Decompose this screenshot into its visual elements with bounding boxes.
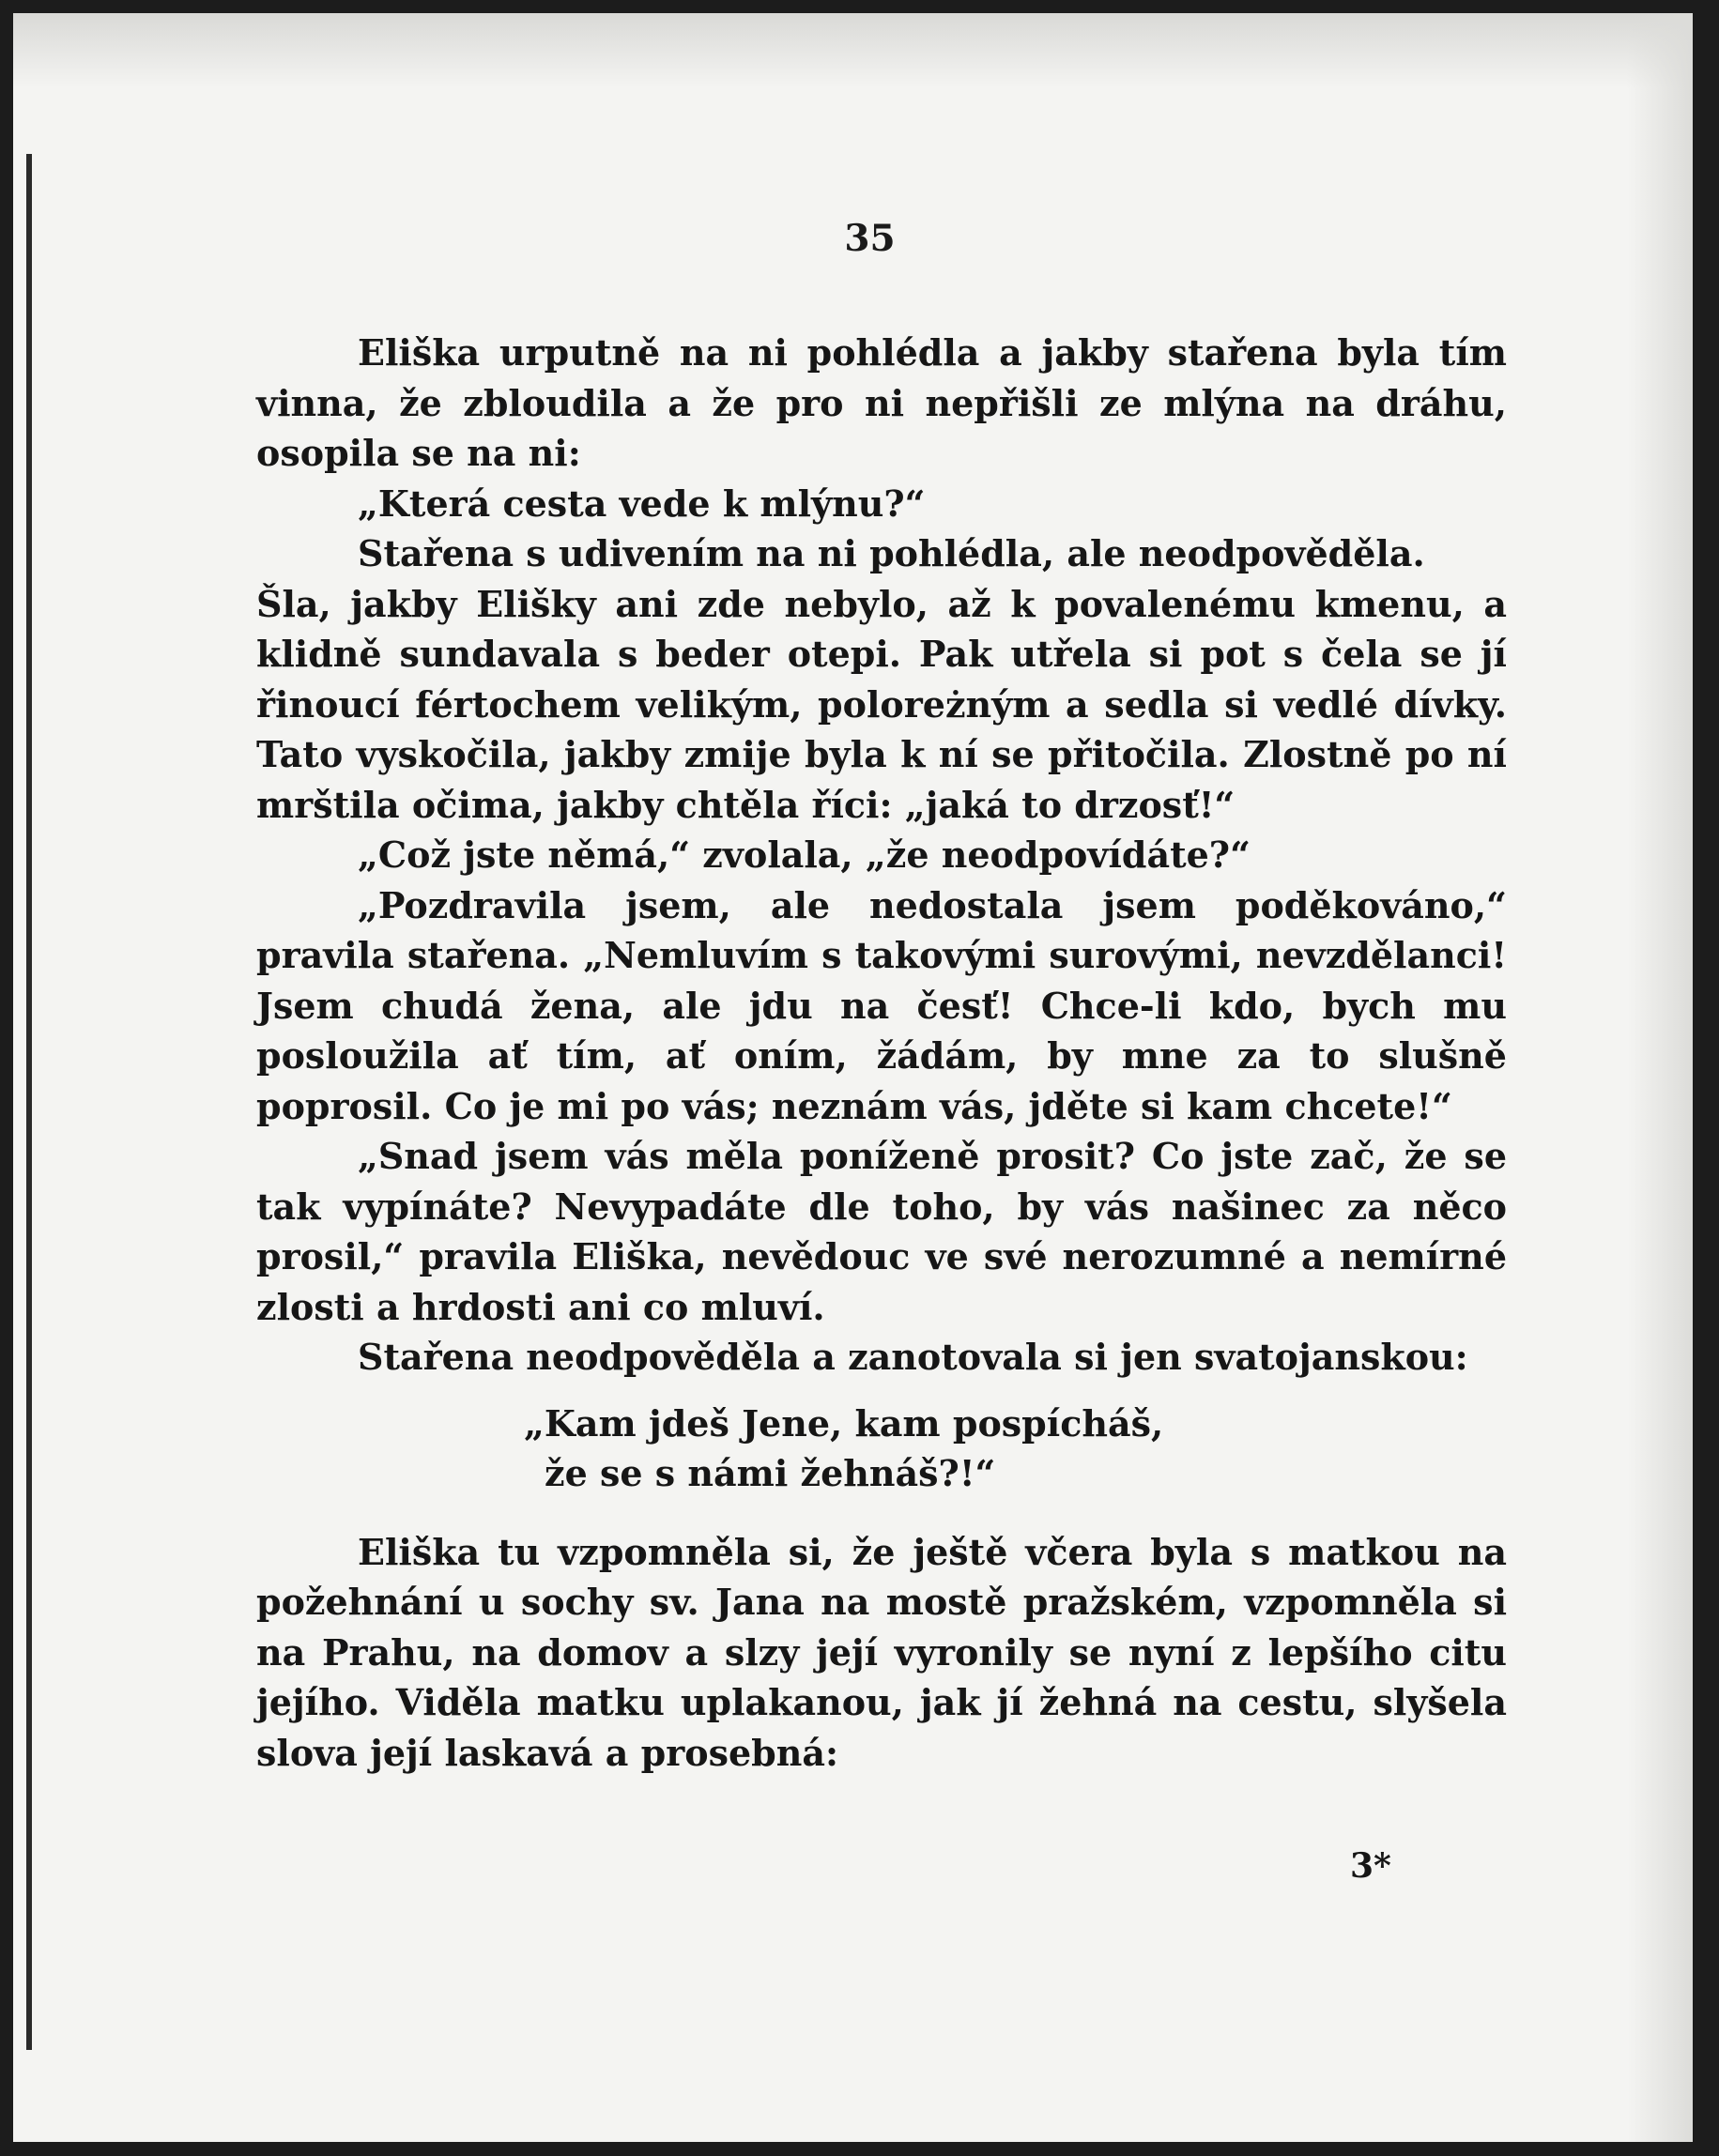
paragraph-3: Stařena s udivením na ni pohlédla, ale neodpověděla.	[358, 532, 1425, 574]
verse-line-2: že se s námi žehnáš?!“	[545, 1452, 996, 1494]
paragraph-4: Šla, jakby Elišky ani zde nebylo, až k povalenému kmenu, a klidně sundavala s beder otepi. Pak utřela si pot s čela se jí řinoucí fértochem velikým, poloreżným a sedla si vedlé dívky. Tato vyskočila, jakby zmije byla k ní se přitočila. Zlostně po ní mrštila očima, jakby chtěla říci: „jaká to drzosť!“	[256, 582, 1507, 826]
paragraph-6: „Pozdravila jsem, ale nedostala jsem poděkováno,“ pravila stařena. „Nemluvím s takovými surovými, nevzdělanci! Jsem chudá žena, ale jdu na česť! Chce-li kdo, bych mu posloužila ať tím, ať oním, žádám, by mne za to slušně poprosil. Co je mi po vás; neznám vás, jděte si kam chcete!“	[256, 883, 1507, 1127]
paragraph-2: „Která cesta vede k mlýnu?“	[358, 482, 926, 525]
body-text	[256, 328, 1507, 1778]
verse-line-1: „Kam jdeš Jene, kam pospícháš,	[524, 1401, 1164, 1445]
binding-edge	[26, 154, 32, 2050]
paragraph-7: „Snad jsem vás měla poníženě prosit? Co jste zač, že se tak vypínáte? Nevypadáte dle toho, by vás našinec za něco prosil,“ pravila Eliška, nevědouc ve své nerozumné a nemírné zlosti a hrdosti ani co mluví.	[256, 1135, 1507, 1328]
paragraph-5: „Což jste němá,“ zvolala, „že neodpovídáte?“	[358, 833, 1251, 876]
book-page	[13, 13, 1693, 2142]
paragraph-1: Eliška urputně na ni pohlédla a jakby stařena byla tím vinna, že zbloudila a že pro ni nepřišli ze mlýna na dráhu, osopila se na ni:	[256, 331, 1507, 474]
signature-mark: 3*	[1350, 1846, 1391, 1886]
verse-quote	[524, 1399, 1507, 1499]
paragraph-8: Stařena neodpověděla a zanotovala si jen svatojanskou:	[358, 1336, 1468, 1378]
page-number: 35	[844, 217, 896, 260]
closing-paragraph: Eliška tu vzpomněla si, že ještě včera byla s matkou na požehnání u sochy sv. Jana na mostě pražském, vzpomněla si na Prahu, na domov a slzy její vyronily se nyní z lepšího citu jejího. Viděla matku uplakanou, jak jí žehná na cestu, slyšela slova její laskavá a prosebná:	[256, 1530, 1507, 1774]
